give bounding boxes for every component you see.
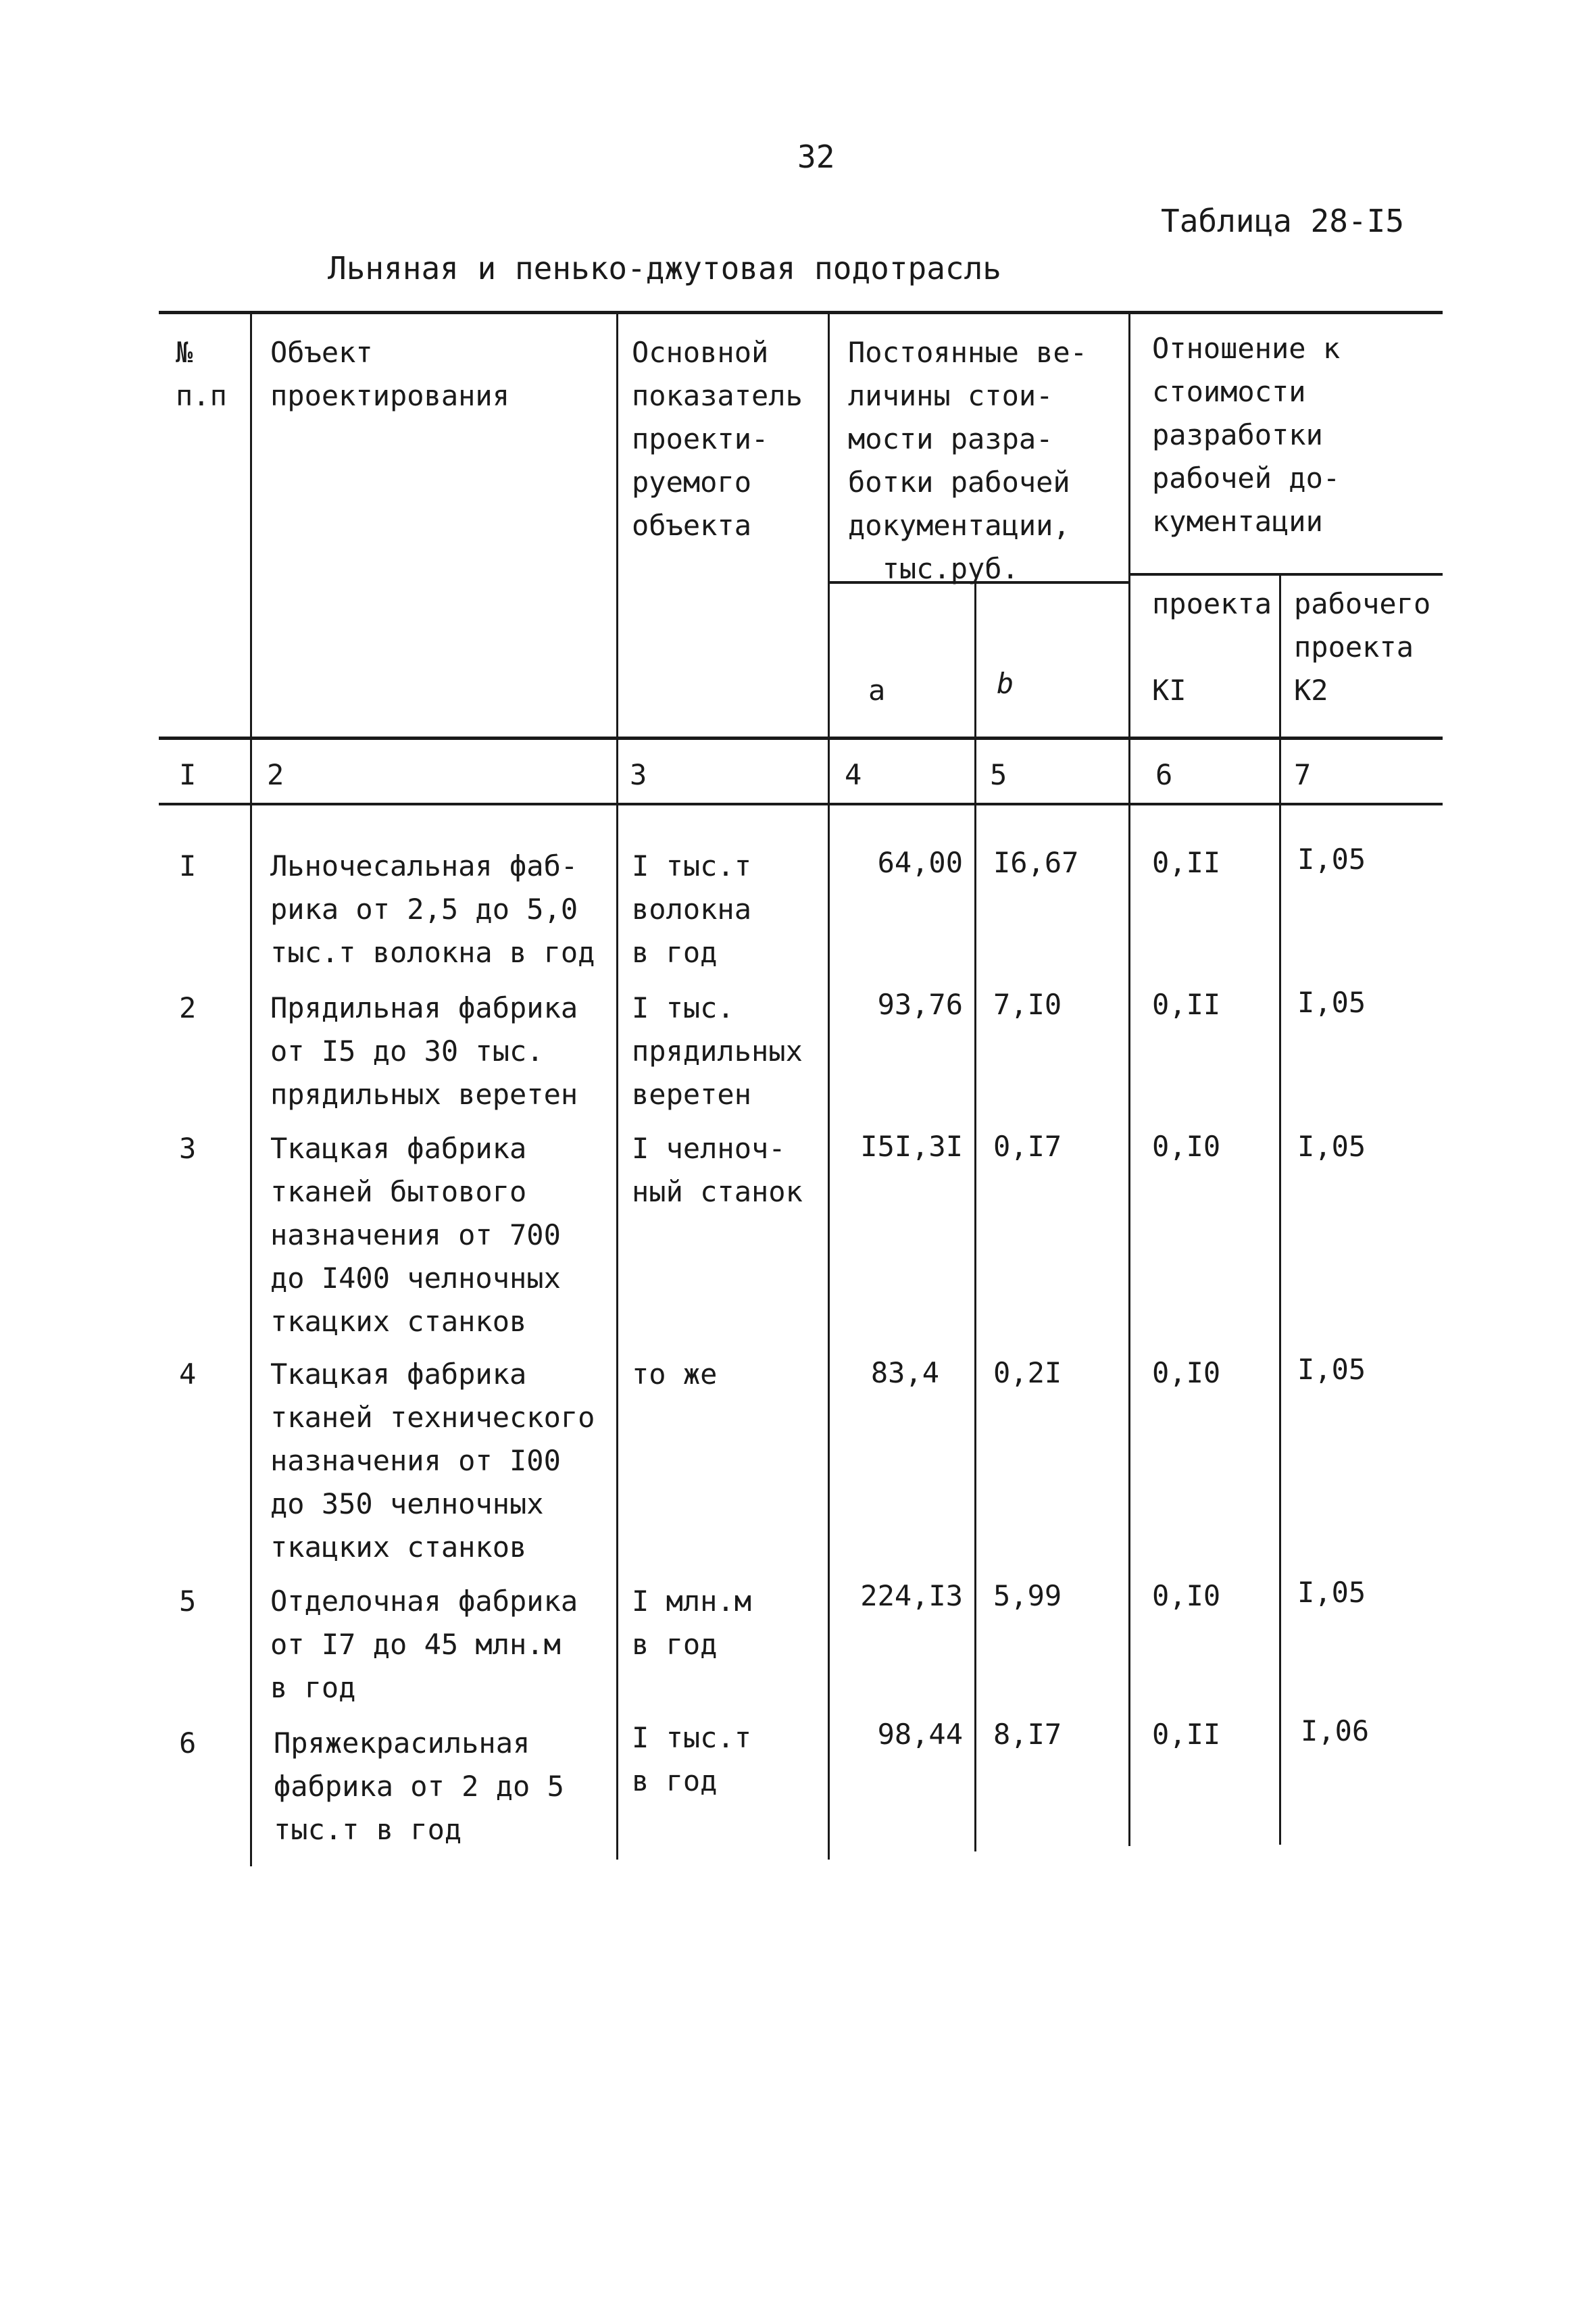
vline-3 bbox=[828, 312, 830, 1860]
header-const: Постоянные ве- личины стои- мости разра- ботки рабочей документации, тыс.руб. bbox=[848, 336, 1088, 585]
row-num: 4 bbox=[179, 1358, 197, 1391]
header-num: № п.п bbox=[176, 336, 227, 412]
header-indicator: Основной показатель проекти- руемого объекта bbox=[632, 336, 803, 542]
row-k2: I,05 bbox=[1297, 1130, 1366, 1163]
row-num: I bbox=[179, 849, 197, 882]
row-k1: 0,I0 bbox=[1152, 1356, 1221, 1389]
row-k1: 0,I0 bbox=[1152, 1579, 1221, 1612]
col-num-1: I bbox=[179, 758, 197, 791]
row-a: 224,I3 bbox=[860, 1579, 963, 1612]
row-k2: I,05 bbox=[1297, 986, 1366, 1019]
row-k2: I,05 bbox=[1297, 1353, 1366, 1386]
col-num-7: 7 bbox=[1294, 758, 1312, 791]
col-num-5: 5 bbox=[990, 758, 1007, 791]
header-bottom-rule bbox=[159, 737, 1443, 740]
row-indicator: I тыс.т волокна в год bbox=[632, 849, 752, 969]
row-a: 98,44 bbox=[877, 1718, 963, 1751]
col-number-rule bbox=[159, 803, 1443, 805]
row-b: 0,2I bbox=[993, 1356, 1062, 1389]
row-a: 64,00 bbox=[877, 846, 963, 879]
header-k2: K2 bbox=[1294, 674, 1328, 707]
row-object: Ткацкая фабрика тканей бытового назначения от 700 до I400 челночных ткацких станков bbox=[270, 1132, 561, 1338]
table-subtitle: Льняная и пенько-джутовая подотрасль bbox=[328, 250, 1001, 287]
header-proj: проекта bbox=[1152, 587, 1272, 620]
row-k1: 0,II bbox=[1152, 1718, 1221, 1751]
row-num: 3 bbox=[179, 1132, 197, 1165]
row-object: Прядильная фабрика от I5 до 30 тыс. прядильных веретен bbox=[270, 991, 578, 1111]
row-object: Льночесальная фаб- рика от 2,5 до 5,0 тыс.т волокна в год bbox=[270, 849, 595, 969]
row-b: 7,I0 bbox=[993, 988, 1062, 1021]
col-num-2: 2 bbox=[267, 758, 284, 791]
row-num: 6 bbox=[179, 1726, 197, 1760]
table-number: Таблица 28-I5 bbox=[1161, 203, 1405, 239]
row-k1: 0,II bbox=[1152, 846, 1221, 879]
header-k1: KI bbox=[1152, 674, 1187, 707]
row-b: 5,99 bbox=[993, 1579, 1062, 1612]
row-object: Ткацкая фабрика тканей технического назначения от I00 до 350 челночных ткацких станков bbox=[270, 1358, 595, 1564]
col-num-3: 3 bbox=[630, 758, 647, 791]
header-object: Объект проектирования bbox=[270, 336, 510, 412]
row-indicator: то же bbox=[632, 1358, 718, 1391]
row-num: 5 bbox=[179, 1585, 197, 1618]
row-indicator: I млн.м в год bbox=[632, 1585, 752, 1661]
col-num-6: 6 bbox=[1155, 758, 1173, 791]
vline-4 bbox=[974, 581, 976, 1851]
header-ratio: Отношение к стоимости разработки рабочей до- кументации bbox=[1152, 332, 1341, 538]
row-k2: I,05 bbox=[1297, 843, 1366, 876]
row-a: 83,4 bbox=[870, 1356, 939, 1389]
vline-2 bbox=[616, 312, 618, 1860]
col-num-4: 4 bbox=[845, 758, 862, 791]
row-a: I5I,3I bbox=[860, 1130, 963, 1163]
row-indicator: I тыс.т в год bbox=[632, 1721, 752, 1797]
header-b: b bbox=[997, 667, 1014, 700]
subheader-rule-ratio bbox=[1128, 573, 1443, 576]
header-a: a bbox=[868, 674, 886, 707]
header-work-proj: рабочего проекта bbox=[1294, 587, 1431, 664]
row-k2: I,06 bbox=[1301, 1714, 1370, 1747]
row-indicator: I тыс. прядильных веретен bbox=[632, 991, 803, 1111]
row-num: 2 bbox=[179, 991, 197, 1024]
row-b: 8,I7 bbox=[993, 1718, 1062, 1751]
table-top-rule bbox=[159, 311, 1443, 314]
vline-5 bbox=[1128, 312, 1130, 1846]
row-k1: 0,II bbox=[1152, 988, 1221, 1021]
row-b: I6,67 bbox=[993, 846, 1079, 879]
row-object: Пряжекрасильная фабрика от 2 до 5 тыс.т в год bbox=[274, 1726, 564, 1846]
row-k2: I,05 bbox=[1297, 1576, 1366, 1609]
vline-6 bbox=[1279, 574, 1281, 1845]
row-a: 93,76 bbox=[877, 988, 963, 1021]
row-k1: 0,I0 bbox=[1152, 1130, 1221, 1163]
vline-1 bbox=[250, 312, 252, 1866]
row-b: 0,I7 bbox=[993, 1130, 1062, 1163]
row-object: Отделочная фабрика от I7 до 45 млн.м в год bbox=[270, 1585, 578, 1704]
page-number: 32 bbox=[797, 139, 835, 175]
row-indicator: I челноч- ный станок bbox=[632, 1132, 803, 1208]
